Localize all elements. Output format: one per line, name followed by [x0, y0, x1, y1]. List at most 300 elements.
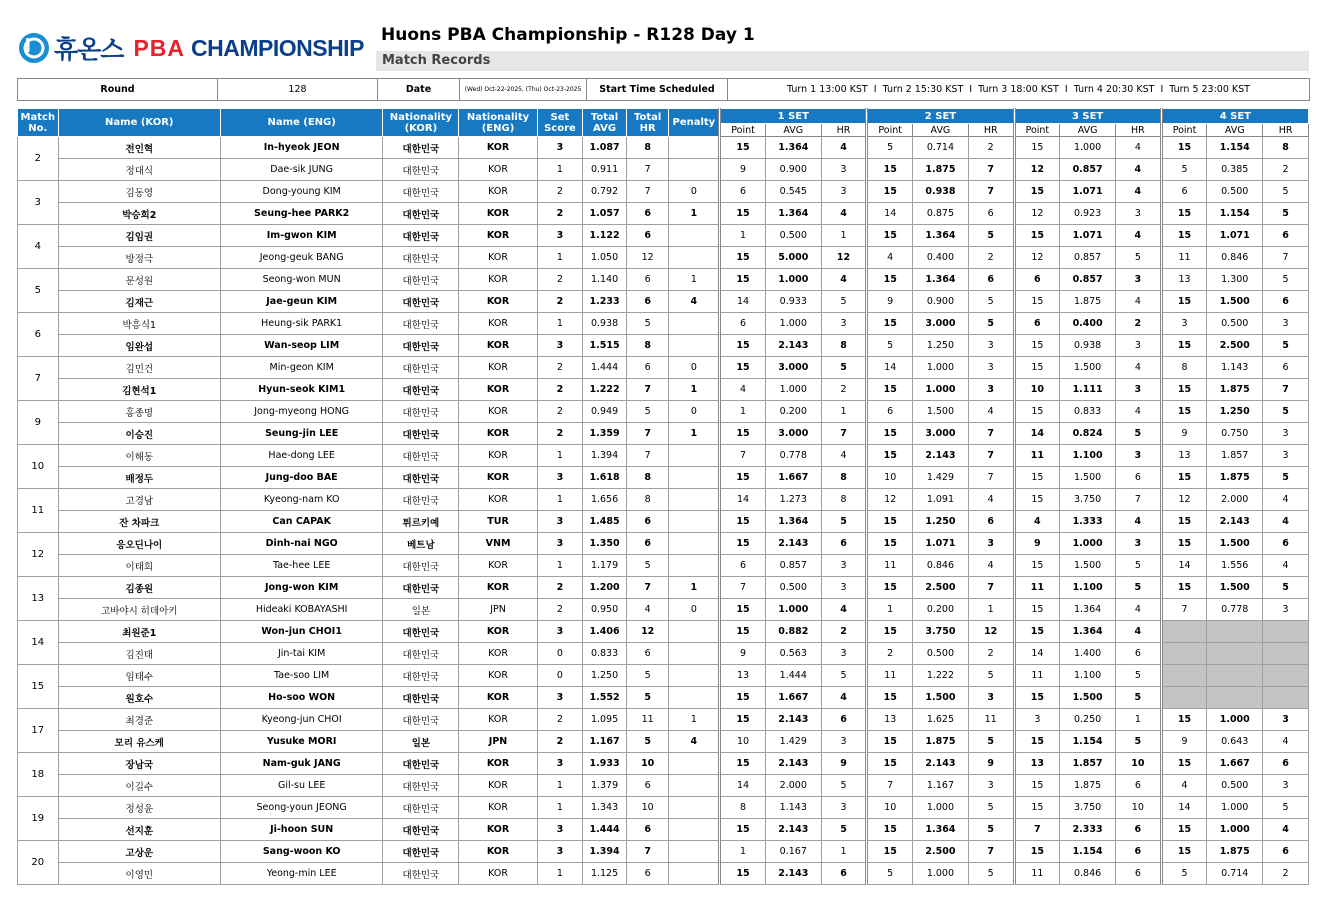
player-name-eng: Jong-won KIM [220, 577, 382, 599]
total-avg: 0.911 [583, 159, 627, 181]
set-3-hr: 3 [1116, 445, 1162, 467]
col-nationality-kor: Nationality (KOR) [383, 109, 459, 137]
total-hr: 7 [626, 181, 669, 203]
set-score: 2 [537, 291, 583, 313]
set-2-point: 15 [867, 159, 913, 181]
player-name-eng: Can CAPAK [220, 511, 382, 533]
table-row [18, 819, 1309, 841]
set-4-point: 15 [1161, 137, 1207, 159]
set-1-point: 6 [720, 313, 766, 335]
set-3-hr: 4 [1116, 225, 1162, 247]
player-name-kor: 김동영 [58, 181, 220, 203]
total-avg: 1.125 [583, 863, 627, 885]
set-2-point: 15 [867, 533, 913, 555]
set-4-hr: 6 [1263, 841, 1309, 863]
player-name-eng: Dinh-nai NGO [220, 533, 382, 555]
set-2-hr: 5 [968, 863, 1014, 885]
total-avg: 1.933 [583, 753, 627, 775]
total-hr: 5 [626, 401, 669, 423]
set-2-hr: 7 [968, 181, 1014, 203]
player-name-kor: 장남국 [58, 753, 220, 775]
set-2-point: 5 [867, 863, 913, 885]
set-2-hr: 3 [968, 687, 1014, 709]
set-3-point: 15 [1014, 555, 1060, 577]
set-1-hr: 4 [821, 203, 867, 225]
set-1-hr: 4 [821, 445, 867, 467]
set-2-point: 15 [867, 819, 913, 841]
set-3-point: 11 [1014, 577, 1060, 599]
player-name-kor: 원호수 [58, 687, 220, 709]
total-avg: 1.122 [583, 225, 627, 247]
set-3-avg: 0.857 [1060, 159, 1116, 181]
player-name-eng: Hyun-seok KIM1 [220, 379, 382, 401]
player-nationality-kor: 대한민국 [383, 379, 459, 401]
set-3-point: 10 [1014, 379, 1060, 401]
set-3-hr: 3 [1116, 335, 1162, 357]
penalty [669, 555, 720, 577]
set-4-hr: 3 [1263, 313, 1309, 335]
match-number: 10 [18, 445, 59, 489]
penalty [669, 643, 720, 665]
set-3-avg: 0.923 [1060, 203, 1116, 225]
player-name-kor: 고경남 [58, 489, 220, 511]
total-avg: 1.485 [583, 511, 627, 533]
set-4-point: 15 [1161, 467, 1207, 489]
set-1-point: 1 [720, 841, 766, 863]
set-1-hr: 1 [821, 225, 867, 247]
match-number: 7 [18, 357, 59, 401]
set-3-hr: 5 [1116, 555, 1162, 577]
player-nationality-kor: 대한민국 [383, 159, 459, 181]
set-1-avg: 3.000 [765, 423, 821, 445]
player-nationality-eng: KOR [459, 687, 537, 709]
set-3-point: 14 [1014, 643, 1060, 665]
set-2-point: 13 [867, 709, 913, 731]
set-score: 2 [537, 731, 583, 753]
player-nationality-eng: KOR [459, 489, 537, 511]
set-3-hr: 4 [1116, 159, 1162, 181]
player-name-eng: Yeong-min LEE [220, 863, 382, 885]
set-subheader-hr: HR [1116, 124, 1162, 137]
set-2-avg: 1.429 [913, 467, 969, 489]
player-nationality-kor: 대한민국 [383, 225, 459, 247]
set-4-point: 15 [1161, 401, 1207, 423]
set-1-hr: 4 [821, 269, 867, 291]
set-1-avg: 1.364 [765, 511, 821, 533]
set-2-avg: 1.167 [913, 775, 969, 797]
set-1-hr: 5 [821, 775, 867, 797]
total-hr: 8 [626, 467, 669, 489]
set-1-avg: 2.143 [765, 819, 821, 841]
total-hr: 7 [626, 445, 669, 467]
page-subtitle: Match Records [382, 53, 491, 68]
set-3-avg: 1.100 [1060, 445, 1116, 467]
set-4-hr: 4 [1263, 555, 1309, 577]
set-4-hr: 3 [1263, 709, 1309, 731]
player-name-eng: Min-geon KIM [220, 357, 382, 379]
player-name-eng: Hae-dong LEE [220, 445, 382, 467]
set-4-point: 14 [1161, 797, 1207, 819]
set-4-hr: 5 [1263, 203, 1309, 225]
set-4-avg: 2.500 [1207, 335, 1263, 357]
total-hr: 8 [626, 137, 669, 159]
set-2-hr: 5 [968, 313, 1014, 335]
set-2-hr: 2 [968, 643, 1014, 665]
set-1-hr: 6 [821, 709, 867, 731]
set-score: 1 [537, 247, 583, 269]
set-2-point: 15 [867, 445, 913, 467]
set-3-point: 15 [1014, 357, 1060, 379]
set-4-avg: 0.500 [1207, 181, 1263, 203]
total-hr: 6 [626, 291, 669, 313]
set-1-point: 15 [720, 247, 766, 269]
penalty: 4 [669, 731, 720, 753]
logo-championship-text: CHAMPIONSHIP [191, 34, 364, 61]
match-number: 9 [18, 401, 59, 445]
player-nationality-eng: KOR [459, 269, 537, 291]
col-set-2: 2 SET [867, 109, 1014, 124]
set-3-point: 15 [1014, 401, 1060, 423]
player-nationality-eng: KOR [459, 643, 537, 665]
player-nationality-eng: KOR [459, 467, 537, 489]
set-4-hr: 8 [1263, 137, 1309, 159]
set-score: 2 [537, 203, 583, 225]
set-3-hr: 5 [1116, 423, 1162, 445]
player-name-kor: 고상운 [58, 841, 220, 863]
player-nationality-kor: 대한민국 [383, 621, 459, 643]
set-1-hr: 3 [821, 643, 867, 665]
set-1-avg: 0.900 [765, 159, 821, 181]
total-hr: 8 [626, 335, 669, 357]
set-4-avg: 1.500 [1207, 533, 1263, 555]
set-1-hr: 9 [821, 753, 867, 775]
set-2-avg: 0.938 [913, 181, 969, 203]
set-4-hr: 5 [1263, 269, 1309, 291]
set-1-avg: 1.000 [765, 599, 821, 621]
set-3-avg: 1.500 [1060, 555, 1116, 577]
set-score: 3 [537, 467, 583, 489]
table-row [18, 753, 1309, 775]
total-hr: 7 [626, 577, 669, 599]
set-3-point: 15 [1014, 489, 1060, 511]
player-name-eng: Sang-woon KO [220, 841, 382, 863]
penalty: 1 [669, 577, 720, 599]
match-number: 13 [18, 577, 59, 621]
total-hr: 7 [626, 423, 669, 445]
penalty [669, 841, 720, 863]
set-4-point [1161, 665, 1207, 687]
total-avg: 1.222 [583, 379, 627, 401]
set-4-avg: 0.750 [1207, 423, 1263, 445]
set-1-avg: 3.000 [765, 357, 821, 379]
set-2-avg: 3.750 [913, 621, 969, 643]
player-name-eng: Seung-hee PARK2 [220, 203, 382, 225]
total-avg: 0.938 [583, 313, 627, 335]
set-4-point: 15 [1161, 225, 1207, 247]
set-4-point: 15 [1161, 291, 1207, 313]
set-score: 2 [537, 577, 583, 599]
col-name-kor: Name (KOR) [58, 109, 220, 137]
player-name-eng: Im-gwon KIM [220, 225, 382, 247]
col-set-score: Set Score [537, 109, 583, 137]
table-row [18, 467, 1309, 489]
set-4-point: 15 [1161, 335, 1207, 357]
total-hr: 6 [626, 269, 669, 291]
set-4-avg: 1.667 [1207, 753, 1263, 775]
set-2-hr: 5 [968, 731, 1014, 753]
set-1-avg: 1.143 [765, 797, 821, 819]
player-name-eng: Won-jun CHOI1 [220, 621, 382, 643]
player-name-kor: 잔 차파크 [58, 511, 220, 533]
set-1-hr: 5 [821, 291, 867, 313]
set-4-point: 5 [1161, 159, 1207, 181]
set-score: 2 [537, 181, 583, 203]
set-1-avg: 0.778 [765, 445, 821, 467]
start-time-label: Start Time Scheduled [587, 79, 728, 101]
set-1-hr: 7 [821, 423, 867, 445]
set-2-hr: 2 [968, 247, 1014, 269]
table-row [18, 533, 1309, 555]
set-1-avg: 1.273 [765, 489, 821, 511]
set-4-avg: 0.714 [1207, 863, 1263, 885]
set-4-hr [1263, 665, 1309, 687]
total-hr: 6 [626, 357, 669, 379]
set-1-avg: 0.857 [765, 555, 821, 577]
set-2-avg: 0.400 [913, 247, 969, 269]
total-hr: 6 [626, 225, 669, 247]
player-name-kor: 방정극 [58, 247, 220, 269]
set-3-hr: 10 [1116, 797, 1162, 819]
player-name-kor: 이승진 [58, 423, 220, 445]
player-name-eng: Dae-sik JUNG [220, 159, 382, 181]
table-row [18, 137, 1309, 159]
player-nationality-eng: KOR [459, 203, 537, 225]
set-4-hr [1263, 621, 1309, 643]
set-2-avg: 0.846 [913, 555, 969, 577]
set-score: 0 [537, 665, 583, 687]
player-name-kor: 최경준 [58, 709, 220, 731]
player-nationality-kor: 대한민국 [383, 291, 459, 313]
set-2-avg: 1.500 [913, 401, 969, 423]
set-2-point: 15 [867, 423, 913, 445]
set-2-point: 15 [867, 841, 913, 863]
set-1-hr: 3 [821, 159, 867, 181]
player-name-kor: 김민건 [58, 357, 220, 379]
set-3-point: 15 [1014, 775, 1060, 797]
set-3-avg: 1.857 [1060, 753, 1116, 775]
player-nationality-kor: 대한민국 [383, 445, 459, 467]
player-nationality-kor: 대한민국 [383, 819, 459, 841]
player-name-eng: Kyeong-jun CHOI [220, 709, 382, 731]
set-1-hr: 5 [821, 357, 867, 379]
total-avg: 1.350 [583, 533, 627, 555]
penalty: 1 [669, 379, 720, 401]
set-subheader-hr: HR [1263, 124, 1309, 137]
penalty [669, 247, 720, 269]
set-3-avg: 3.750 [1060, 797, 1116, 819]
set-2-avg: 1.500 [913, 687, 969, 709]
set-4-avg [1207, 687, 1263, 709]
penalty [669, 335, 720, 357]
set-2-point: 10 [867, 797, 913, 819]
player-nationality-eng: KOR [459, 335, 537, 357]
set-3-point: 15 [1014, 731, 1060, 753]
match-records-table [17, 108, 1309, 885]
total-avg: 1.200 [583, 577, 627, 599]
total-hr: 4 [626, 599, 669, 621]
set-4-hr: 7 [1263, 247, 1309, 269]
player-name-eng: Jong-myeong HONG [220, 401, 382, 423]
set-subheader-avg: AVG [913, 124, 969, 137]
set-4-point: 9 [1161, 423, 1207, 445]
set-4-point: 12 [1161, 489, 1207, 511]
total-hr: 5 [626, 555, 669, 577]
table-row [18, 731, 1309, 753]
set-subheader-avg: AVG [1060, 124, 1116, 137]
penalty: 1 [669, 709, 720, 731]
set-3-hr: 2 [1116, 313, 1162, 335]
set-3-point: 11 [1014, 863, 1060, 885]
set-2-hr: 7 [968, 841, 1014, 863]
total-avg: 0.833 [583, 643, 627, 665]
set-2-hr: 5 [968, 819, 1014, 841]
player-name-eng: Seong-youn JEONG [220, 797, 382, 819]
set-score: 3 [537, 137, 583, 159]
player-nationality-eng: KOR [459, 357, 537, 379]
set-4-hr: 4 [1263, 489, 1309, 511]
total-hr: 6 [626, 819, 669, 841]
set-2-point: 15 [867, 577, 913, 599]
player-nationality-kor: 대한민국 [383, 797, 459, 819]
set-4-hr: 7 [1263, 379, 1309, 401]
set-4-point: 9 [1161, 731, 1207, 753]
set-2-hr: 6 [968, 511, 1014, 533]
player-nationality-kor: 대한민국 [383, 577, 459, 599]
set-1-hr: 12 [821, 247, 867, 269]
set-4-hr: 6 [1263, 291, 1309, 313]
table-row [18, 445, 1309, 467]
total-avg: 1.233 [583, 291, 627, 313]
player-nationality-kor: 대한민국 [383, 709, 459, 731]
player-nationality-eng: KOR [459, 445, 537, 467]
set-2-avg: 1.364 [913, 269, 969, 291]
player-nationality-eng: JPN [459, 599, 537, 621]
player-name-eng: Jeong-geuk BANG [220, 247, 382, 269]
set-1-avg: 0.882 [765, 621, 821, 643]
set-2-point: 15 [867, 269, 913, 291]
set-2-hr: 11 [968, 709, 1014, 731]
set-3-point: 13 [1014, 753, 1060, 775]
player-nationality-kor: 일본 [383, 599, 459, 621]
player-nationality-kor: 대한민국 [383, 687, 459, 709]
set-3-hr: 6 [1116, 863, 1162, 885]
total-avg: 1.394 [583, 445, 627, 467]
set-score: 1 [537, 797, 583, 819]
set-subheader-point: Point [1014, 124, 1060, 137]
player-nationality-eng: KOR [459, 159, 537, 181]
set-score: 3 [537, 225, 583, 247]
set-2-hr: 7 [968, 423, 1014, 445]
set-2-avg: 2.500 [913, 577, 969, 599]
penalty [669, 225, 720, 247]
player-nationality-kor: 대한민국 [383, 203, 459, 225]
set-3-avg: 0.846 [1060, 863, 1116, 885]
set-3-avg: 3.750 [1060, 489, 1116, 511]
total-avg: 1.406 [583, 621, 627, 643]
set-4-avg [1207, 621, 1263, 643]
set-1-point: 15 [720, 863, 766, 885]
page-title: Huons PBA Championship - R128 Day 1 [381, 25, 755, 45]
set-2-hr: 7 [968, 159, 1014, 181]
set-4-avg: 0.385 [1207, 159, 1263, 181]
set-2-avg: 0.875 [913, 203, 969, 225]
total-avg: 1.179 [583, 555, 627, 577]
total-avg: 1.359 [583, 423, 627, 445]
set-score: 3 [537, 687, 583, 709]
player-nationality-eng: KOR [459, 863, 537, 885]
set-3-avg: 0.857 [1060, 269, 1116, 291]
set-3-point: 7 [1014, 819, 1060, 841]
set-4-point: 7 [1161, 599, 1207, 621]
set-1-point: 15 [720, 357, 766, 379]
round-label: Round [18, 79, 218, 101]
player-nationality-eng: TUR [459, 511, 537, 533]
set-3-point: 11 [1014, 445, 1060, 467]
set-3-point: 15 [1014, 335, 1060, 357]
set-4-point: 3 [1161, 313, 1207, 335]
player-name-eng: Jung-doo BAE [220, 467, 382, 489]
penalty: 1 [669, 423, 720, 445]
set-score: 2 [537, 599, 583, 621]
player-nationality-kor: 대한민국 [383, 665, 459, 687]
set-1-hr: 6 [821, 863, 867, 885]
set-4-hr: 4 [1263, 511, 1309, 533]
set-2-point: 1 [867, 599, 913, 621]
penalty [669, 775, 720, 797]
col-name-eng: Name (ENG) [220, 109, 382, 137]
total-hr: 6 [626, 203, 669, 225]
set-2-point: 15 [867, 313, 913, 335]
player-name-kor: 이해동 [58, 445, 220, 467]
set-1-avg: 1.667 [765, 467, 821, 489]
col-set-1: 1 SET [720, 109, 867, 124]
set-2-point: 11 [867, 665, 913, 687]
total-avg: 1.552 [583, 687, 627, 709]
set-4-hr [1263, 687, 1309, 709]
player-name-kor: 박승희2 [58, 203, 220, 225]
set-2-avg: 0.900 [913, 291, 969, 313]
set-score: 1 [537, 313, 583, 335]
match-number: 19 [18, 797, 59, 841]
set-4-avg: 1.875 [1207, 841, 1263, 863]
penalty: 0 [669, 357, 720, 379]
set-3-hr: 4 [1116, 621, 1162, 643]
set-score: 1 [537, 445, 583, 467]
set-2-hr: 7 [968, 445, 1014, 467]
player-name-kor: 김종원 [58, 577, 220, 599]
logo-pba-text: PBA [133, 34, 186, 61]
set-1-point: 15 [720, 621, 766, 643]
set-3-hr: 4 [1116, 181, 1162, 203]
set-4-hr: 5 [1263, 401, 1309, 423]
player-nationality-eng: KOR [459, 753, 537, 775]
set-3-hr: 5 [1116, 577, 1162, 599]
total-hr: 5 [626, 731, 669, 753]
set-score: 3 [537, 511, 583, 533]
col-set-4: 4 SET [1161, 109, 1308, 124]
set-4-avg: 0.643 [1207, 731, 1263, 753]
set-1-avg: 2.143 [765, 753, 821, 775]
